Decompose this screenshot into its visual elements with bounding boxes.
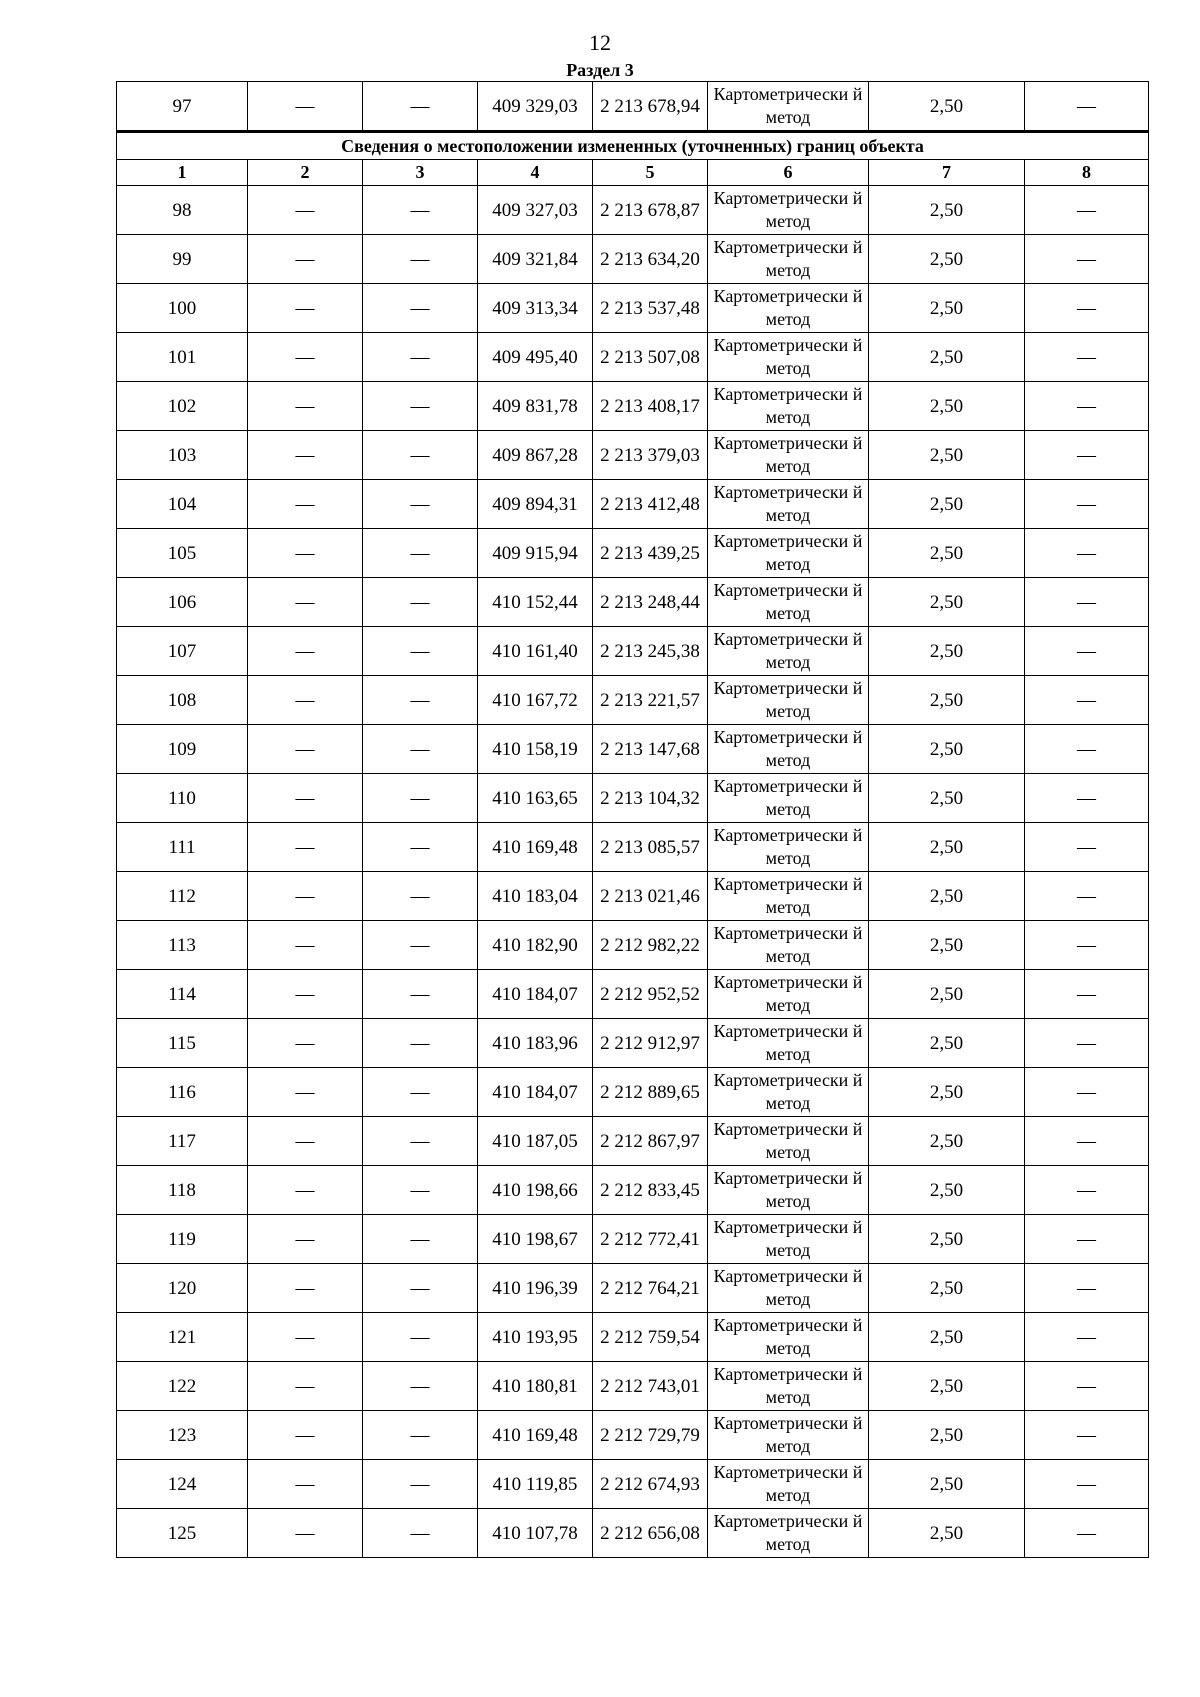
- cell-col8: —: [1025, 431, 1149, 480]
- cell-col2: —: [248, 823, 363, 872]
- column-number: 6: [708, 160, 869, 186]
- cell-accuracy: 2,50: [869, 725, 1025, 774]
- cell-method: Картометрически й метод: [708, 1019, 869, 1068]
- cell-point-number: 106: [117, 578, 248, 627]
- cell-col3: —: [363, 235, 478, 284]
- cell-method: Картометрически й метод: [708, 1068, 869, 1117]
- cell-point-number: 109: [117, 725, 248, 774]
- cell-accuracy: 2,50: [869, 1117, 1025, 1166]
- cell-col8: —: [1025, 872, 1149, 921]
- cell-y-coordinate: 2 213 678,94: [593, 82, 708, 132]
- cell-col3: —: [363, 823, 478, 872]
- cell-col2: —: [248, 1362, 363, 1411]
- cell-y-coordinate: 2 213 147,68: [593, 725, 708, 774]
- table-row: [117, 725, 1149, 774]
- cell-col8: —: [1025, 774, 1149, 823]
- cell-col3: —: [363, 529, 478, 578]
- cell-col2: —: [248, 235, 363, 284]
- table-section-heading-row: [117, 132, 1149, 160]
- cell-y-coordinate: 2 213 412,48: [593, 480, 708, 529]
- cell-accuracy: 2,50: [869, 676, 1025, 725]
- cell-point-number: 105: [117, 529, 248, 578]
- cell-col3: —: [363, 872, 478, 921]
- cell-y-coordinate: 2 213 379,03: [593, 431, 708, 480]
- cell-col3: —: [363, 333, 478, 382]
- table-row: [117, 382, 1149, 431]
- cell-point-number: 108: [117, 676, 248, 725]
- page-number: 12: [589, 30, 611, 55]
- table-row: [117, 1411, 1149, 1460]
- cell-y-coordinate: 2 213 408,17: [593, 382, 708, 431]
- column-numbers-row: [117, 160, 1149, 186]
- cell-col2: —: [248, 921, 363, 970]
- cell-x-coordinate: 409 321,84: [478, 235, 593, 284]
- cell-y-coordinate: 2 213 104,32: [593, 774, 708, 823]
- cell-accuracy: 2,50: [869, 284, 1025, 333]
- cell-col3: —: [363, 480, 478, 529]
- cell-accuracy: 2,50: [869, 431, 1025, 480]
- cell-accuracy: 2,50: [869, 823, 1025, 872]
- cell-col2: —: [248, 1509, 363, 1558]
- table-row: [117, 284, 1149, 333]
- table-row: [117, 1068, 1149, 1117]
- cell-point-number: 122: [117, 1362, 248, 1411]
- cell-accuracy: 2,50: [869, 529, 1025, 578]
- cell-accuracy: 2,50: [869, 921, 1025, 970]
- cell-x-coordinate: 410 161,40: [478, 627, 593, 676]
- cell-accuracy: 2,50: [869, 235, 1025, 284]
- cell-col8: —: [1025, 333, 1149, 382]
- cell-col3: —: [363, 186, 478, 235]
- cell-col3: —: [363, 1019, 478, 1068]
- cell-col3: —: [363, 1362, 478, 1411]
- cell-point-number: 120: [117, 1264, 248, 1313]
- cell-method: Картометрически й метод: [708, 186, 869, 235]
- cell-y-coordinate: 2 213 085,57: [593, 823, 708, 872]
- cell-y-coordinate: 2 212 867,97: [593, 1117, 708, 1166]
- cell-accuracy: 2,50: [869, 578, 1025, 627]
- cell-accuracy: 2,50: [869, 1068, 1025, 1117]
- cell-accuracy: 2,50: [869, 1509, 1025, 1558]
- cell-col2: —: [248, 333, 363, 382]
- cell-y-coordinate: 2 212 772,41: [593, 1215, 708, 1264]
- column-number: 7: [869, 160, 1025, 186]
- cell-col3: —: [363, 627, 478, 676]
- cell-col8: —: [1025, 1460, 1149, 1509]
- cell-point-number: 107: [117, 627, 248, 676]
- cell-method: Картометрически й метод: [708, 235, 869, 284]
- cell-col3: —: [363, 1117, 478, 1166]
- cell-col8: —: [1025, 1264, 1149, 1313]
- cell-col8: —: [1025, 186, 1149, 235]
- table-row: [117, 921, 1149, 970]
- table-row: [117, 82, 1149, 132]
- cell-col2: —: [248, 872, 363, 921]
- cell-point-number: 114: [117, 970, 248, 1019]
- cell-accuracy: 2,50: [869, 382, 1025, 431]
- cell-col2: —: [248, 725, 363, 774]
- table-row: [117, 823, 1149, 872]
- cell-x-coordinate: 410 193,95: [478, 1313, 593, 1362]
- cell-col8: —: [1025, 1411, 1149, 1460]
- cell-method: Картометрически й метод: [708, 725, 869, 774]
- section-title: Раздел 3: [566, 60, 634, 80]
- cell-col8: —: [1025, 480, 1149, 529]
- cell-method: Картометрически й метод: [708, 82, 869, 132]
- cell-x-coordinate: 409 894,31: [478, 480, 593, 529]
- table-body: [117, 82, 1149, 1558]
- cell-method: Картометрически й метод: [708, 284, 869, 333]
- cell-x-coordinate: 410 169,48: [478, 823, 593, 872]
- cell-x-coordinate: 410 152,44: [478, 578, 593, 627]
- cell-col8: —: [1025, 1509, 1149, 1558]
- cell-col8: —: [1025, 82, 1149, 132]
- cell-col2: —: [248, 1019, 363, 1068]
- cell-col2: —: [248, 1166, 363, 1215]
- cell-col2: —: [248, 284, 363, 333]
- cell-col8: —: [1025, 1362, 1149, 1411]
- cell-point-number: 97: [117, 82, 248, 132]
- cell-y-coordinate: 2 213 439,25: [593, 529, 708, 578]
- cell-y-coordinate: 2 212 743,01: [593, 1362, 708, 1411]
- cell-y-coordinate: 2 212 833,45: [593, 1166, 708, 1215]
- table-row: [117, 970, 1149, 1019]
- cell-point-number: 102: [117, 382, 248, 431]
- cell-x-coordinate: 409 327,03: [478, 186, 593, 235]
- cell-col8: —: [1025, 382, 1149, 431]
- cell-point-number: 116: [117, 1068, 248, 1117]
- table-row: [117, 627, 1149, 676]
- cell-y-coordinate: 2 212 889,65: [593, 1068, 708, 1117]
- table-row: [117, 1460, 1149, 1509]
- cell-col2: —: [248, 1411, 363, 1460]
- cell-y-coordinate: 2 212 952,52: [593, 970, 708, 1019]
- cell-col2: —: [248, 1460, 363, 1509]
- cell-point-number: 110: [117, 774, 248, 823]
- cell-x-coordinate: 410 107,78: [478, 1509, 593, 1558]
- cell-method: Картометрически й метод: [708, 529, 869, 578]
- cell-col2: —: [248, 1313, 363, 1362]
- cell-x-coordinate: 410 180,81: [478, 1362, 593, 1411]
- table-row: [117, 1215, 1149, 1264]
- cell-col2: —: [248, 970, 363, 1019]
- cell-method: Картометрически й метод: [708, 1411, 869, 1460]
- table-row: [117, 1264, 1149, 1313]
- cell-x-coordinate: 410 184,07: [478, 970, 593, 1019]
- cell-accuracy: 2,50: [869, 872, 1025, 921]
- cell-accuracy: 2,50: [869, 333, 1025, 382]
- cell-col8: —: [1025, 823, 1149, 872]
- cell-x-coordinate: 409 313,34: [478, 284, 593, 333]
- cell-accuracy: 2,50: [869, 480, 1025, 529]
- cell-method: Картометрически й метод: [708, 1313, 869, 1362]
- table-row: [117, 1509, 1149, 1558]
- cell-y-coordinate: 2 212 759,54: [593, 1313, 708, 1362]
- cell-x-coordinate: 410 119,85: [478, 1460, 593, 1509]
- cell-x-coordinate: 410 184,07: [478, 1068, 593, 1117]
- column-number: 1: [117, 160, 248, 186]
- cell-y-coordinate: 2 213 634,20: [593, 235, 708, 284]
- cell-col2: —: [248, 382, 363, 431]
- cell-point-number: 124: [117, 1460, 248, 1509]
- table-section-heading: Сведения о местоположении измененных (уточненных) границ объекта: [117, 132, 1149, 160]
- cell-method: Картометрически й метод: [708, 627, 869, 676]
- cell-point-number: 125: [117, 1509, 248, 1558]
- cell-method: Картометрически й метод: [708, 823, 869, 872]
- cell-point-number: 111: [117, 823, 248, 872]
- cell-y-coordinate: 2 213 537,48: [593, 284, 708, 333]
- cell-method: Картометрически й метод: [708, 382, 869, 431]
- cell-y-coordinate: 2 213 678,87: [593, 186, 708, 235]
- cell-point-number: 103: [117, 431, 248, 480]
- cell-method: Картометрически й метод: [708, 480, 869, 529]
- cell-col3: —: [363, 725, 478, 774]
- cell-method: Картометрически й метод: [708, 970, 869, 1019]
- cell-accuracy: 2,50: [869, 1019, 1025, 1068]
- cell-method: Картометрически й метод: [708, 872, 869, 921]
- table-row: [117, 186, 1149, 235]
- cell-col3: —: [363, 1215, 478, 1264]
- cell-accuracy: 2,50: [869, 1411, 1025, 1460]
- cell-col2: —: [248, 627, 363, 676]
- cell-col2: —: [248, 1117, 363, 1166]
- cell-method: Картометрически й метод: [708, 1215, 869, 1264]
- cell-col3: —: [363, 382, 478, 431]
- cell-x-coordinate: 409 329,03: [478, 82, 593, 132]
- cell-col8: —: [1025, 1313, 1149, 1362]
- cell-point-number: 101: [117, 333, 248, 382]
- cell-col8: —: [1025, 1166, 1149, 1215]
- cell-col2: —: [248, 186, 363, 235]
- cell-col8: —: [1025, 676, 1149, 725]
- cell-accuracy: 2,50: [869, 627, 1025, 676]
- cell-method: Картометрически й метод: [708, 676, 869, 725]
- cell-col8: —: [1025, 1117, 1149, 1166]
- cell-point-number: 99: [117, 235, 248, 284]
- cell-x-coordinate: 410 167,72: [478, 676, 593, 725]
- cell-x-coordinate: 410 196,39: [478, 1264, 593, 1313]
- cell-point-number: 104: [117, 480, 248, 529]
- table-row: [117, 578, 1149, 627]
- table-row: [117, 1117, 1149, 1166]
- cell-point-number: 100: [117, 284, 248, 333]
- cell-accuracy: 2,50: [869, 1264, 1025, 1313]
- cell-col2: —: [248, 529, 363, 578]
- cell-accuracy: 2,50: [869, 82, 1025, 132]
- cell-x-coordinate: 410 187,05: [478, 1117, 593, 1166]
- cell-point-number: 112: [117, 872, 248, 921]
- cell-method: Картометрически й метод: [708, 921, 869, 970]
- cell-y-coordinate: 2 212 982,22: [593, 921, 708, 970]
- cell-accuracy: 2,50: [869, 1362, 1025, 1411]
- table-row: [117, 1313, 1149, 1362]
- cell-method: Картометрически й метод: [708, 1460, 869, 1509]
- cell-col8: —: [1025, 235, 1149, 284]
- cell-point-number: 119: [117, 1215, 248, 1264]
- coordinates-table: [116, 81, 1149, 1558]
- cell-col8: —: [1025, 284, 1149, 333]
- table-row: [117, 431, 1149, 480]
- cell-col8: —: [1025, 1068, 1149, 1117]
- cell-col8: —: [1025, 627, 1149, 676]
- cell-y-coordinate: 2 213 248,44: [593, 578, 708, 627]
- cell-method: Картометрически й метод: [708, 1509, 869, 1558]
- cell-x-coordinate: 410 183,96: [478, 1019, 593, 1068]
- cell-x-coordinate: 410 182,90: [478, 921, 593, 970]
- cell-y-coordinate: 2 212 729,79: [593, 1411, 708, 1460]
- table-row: [117, 1019, 1149, 1068]
- cell-col3: —: [363, 1460, 478, 1509]
- table-row: [117, 774, 1149, 823]
- cell-x-coordinate: 410 198,66: [478, 1166, 593, 1215]
- cell-x-coordinate: 410 183,04: [478, 872, 593, 921]
- cell-y-coordinate: 2 213 245,38: [593, 627, 708, 676]
- cell-col2: —: [248, 578, 363, 627]
- cell-accuracy: 2,50: [869, 1215, 1025, 1264]
- cell-accuracy: 2,50: [869, 186, 1025, 235]
- cell-method: Картометрически й метод: [708, 333, 869, 382]
- table-row: [117, 1166, 1149, 1215]
- cell-col8: —: [1025, 970, 1149, 1019]
- cell-x-coordinate: 410 163,65: [478, 774, 593, 823]
- cell-point-number: 118: [117, 1166, 248, 1215]
- cell-y-coordinate: 2 213 507,08: [593, 333, 708, 382]
- cell-accuracy: 2,50: [869, 1166, 1025, 1215]
- table-row: [117, 333, 1149, 382]
- cell-point-number: 113: [117, 921, 248, 970]
- cell-col2: —: [248, 1264, 363, 1313]
- cell-col8: —: [1025, 529, 1149, 578]
- cell-col3: —: [363, 284, 478, 333]
- cell-method: Картометрически й метод: [708, 1117, 869, 1166]
- cell-col2: —: [248, 431, 363, 480]
- cell-x-coordinate: 409 831,78: [478, 382, 593, 431]
- column-number: 5: [593, 160, 708, 186]
- cell-method: Картометрически й метод: [708, 1362, 869, 1411]
- cell-col8: —: [1025, 921, 1149, 970]
- cell-col8: —: [1025, 1019, 1149, 1068]
- cell-accuracy: 2,50: [869, 1460, 1025, 1509]
- cell-x-coordinate: 410 169,48: [478, 1411, 593, 1460]
- cell-col2: —: [248, 1068, 363, 1117]
- cell-col3: —: [363, 970, 478, 1019]
- table-row: [117, 676, 1149, 725]
- cell-y-coordinate: 2 213 221,57: [593, 676, 708, 725]
- column-number: 4: [478, 160, 593, 186]
- cell-y-coordinate: 2 213 021,46: [593, 872, 708, 921]
- cell-col8: —: [1025, 578, 1149, 627]
- cell-x-coordinate: 409 915,94: [478, 529, 593, 578]
- cell-method: Картометрически й метод: [708, 431, 869, 480]
- cell-col2: —: [248, 1215, 363, 1264]
- cell-method: Картометрически й метод: [708, 1264, 869, 1313]
- table-row: [117, 872, 1149, 921]
- cell-col3: —: [363, 1166, 478, 1215]
- table-row: [117, 235, 1149, 284]
- cell-point-number: 121: [117, 1313, 248, 1362]
- cell-point-number: 115: [117, 1019, 248, 1068]
- cell-accuracy: 2,50: [869, 970, 1025, 1019]
- cell-col3: —: [363, 431, 478, 480]
- cell-method: Картометрически й метод: [708, 774, 869, 823]
- cell-col3: —: [363, 1313, 478, 1362]
- cell-method: Картометрически й метод: [708, 578, 869, 627]
- cell-col3: —: [363, 1411, 478, 1460]
- cell-col2: —: [248, 676, 363, 725]
- cell-col2: —: [248, 82, 363, 132]
- column-number: 8: [1025, 160, 1149, 186]
- cell-point-number: 98: [117, 186, 248, 235]
- cell-accuracy: 2,50: [869, 774, 1025, 823]
- cell-col3: —: [363, 578, 478, 627]
- cell-col3: —: [363, 1509, 478, 1558]
- cell-col2: —: [248, 480, 363, 529]
- cell-col3: —: [363, 921, 478, 970]
- cell-x-coordinate: 410 158,19: [478, 725, 593, 774]
- cell-col3: —: [363, 774, 478, 823]
- cell-x-coordinate: 409 495,40: [478, 333, 593, 382]
- column-number: 2: [248, 160, 363, 186]
- column-number: 3: [363, 160, 478, 186]
- cell-y-coordinate: 2 212 674,93: [593, 1460, 708, 1509]
- cell-col3: —: [363, 1068, 478, 1117]
- cell-col8: —: [1025, 1215, 1149, 1264]
- cell-point-number: 117: [117, 1117, 248, 1166]
- cell-y-coordinate: 2 212 764,21: [593, 1264, 708, 1313]
- table-row: [117, 529, 1149, 578]
- cell-col8: —: [1025, 725, 1149, 774]
- table-row: [117, 1362, 1149, 1411]
- cell-x-coordinate: 409 867,28: [478, 431, 593, 480]
- cell-col3: —: [363, 676, 478, 725]
- cell-col3: —: [363, 82, 478, 132]
- cell-point-number: 123: [117, 1411, 248, 1460]
- cell-x-coordinate: 410 198,67: [478, 1215, 593, 1264]
- cell-y-coordinate: 2 212 912,97: [593, 1019, 708, 1068]
- cell-col2: —: [248, 774, 363, 823]
- cell-y-coordinate: 2 212 656,08: [593, 1509, 708, 1558]
- cell-col3: —: [363, 1264, 478, 1313]
- table-row: [117, 480, 1149, 529]
- cell-method: Картометрически й метод: [708, 1166, 869, 1215]
- cell-accuracy: 2,50: [869, 1313, 1025, 1362]
